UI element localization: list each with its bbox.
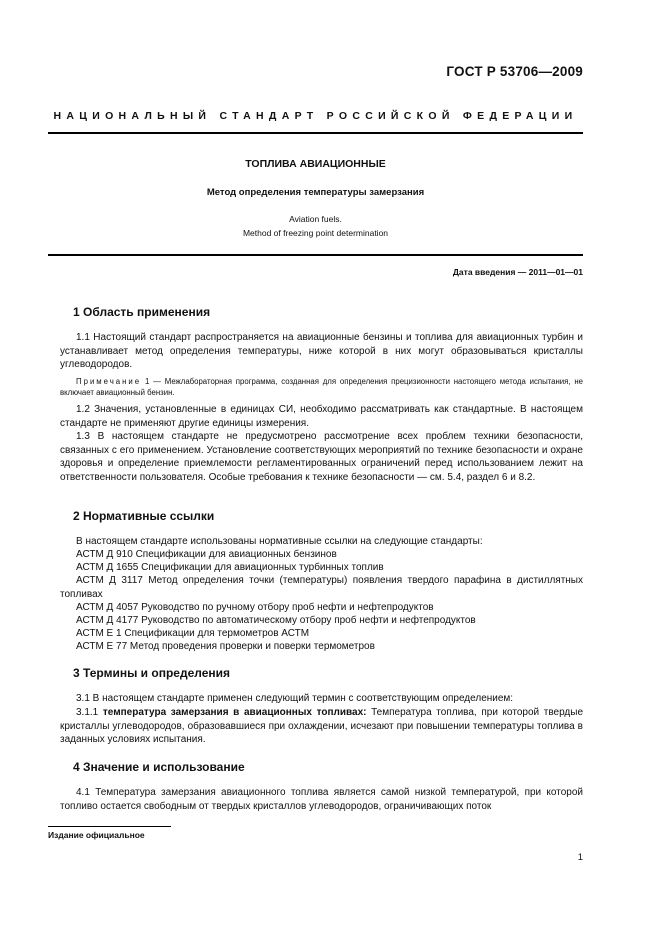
section-2-intro: В настоящем стандарте использованы нормативные ссылки на следующие стандарты:: [76, 536, 483, 547]
document-code: ГОСТ Р 53706—2009: [446, 64, 583, 79]
document-subtitle: Метод определения температуры замерзания: [206, 187, 425, 198]
reference-item: АСТМ Д 4057 Руководство по ручному отбору проб нефти и нефтепродуктов: [76, 602, 434, 613]
national-standard-heading: НАЦИОНАЛЬНЫЙ СТАНДАРТ РОССИЙСКОЙ ФЕДЕРАЦИИ: [53, 110, 578, 122]
section-3-heading: 3 Термины и определения: [73, 666, 231, 680]
section-1-heading: 1 Область применения: [73, 305, 211, 319]
top-rule: [48, 132, 583, 134]
paragraph-1-1: 1.1 Настоящий стандарт распространяется на авиационные бензины и топлива для авиационных турбин и устанавливает метод определения температуры, ниже которой в них могут образовываться кристаллы углеводородов.: [60, 332, 583, 370]
paragraph-4-1: 4.1 Температура замерзания авиационного топлива является самой низкой температурой, при которой топливо остается свободным от твердых кристаллов углеводородов, ограничивающих поток: [60, 787, 583, 812]
note-label: Примечание: [76, 377, 142, 386]
term-name: температура замерзания в авиационных топливах:: [102, 707, 367, 718]
section-2-heading: 2 Нормативные ссылки: [73, 509, 215, 523]
english-title-line1: Aviation fuels.: [289, 214, 342, 224]
reference-item: АСТМ Е 77 Метод проведения проверки и поверки термометров: [76, 641, 375, 652]
footer-rule: [48, 826, 171, 827]
page-number: 1: [577, 852, 583, 863]
reference-item: АСТМ Д 3117 Метод определения точки (температуры) появления твердого парафина в дистиллятных топливах: [60, 575, 583, 600]
paragraph-3-1: 3.1 В настоящем стандарте применен следующий термин с соответствующим определением:: [76, 693, 514, 704]
term-definition-text: Температура топлива, при которой твердые кристаллы углеводородов, образовавшиеся при охлаждении, исчезают при повышении температуры топлива в заданных условиях испытания.: [60, 707, 584, 745]
document-title: ТОПЛИВА АВИАЦИОННЫЕ: [245, 158, 386, 170]
title-rule: [48, 254, 583, 256]
reference-item: АСТМ Е 1 Спецификации для термометров АСТМ: [76, 628, 310, 639]
note-1: [60, 376, 583, 398]
paragraph-1-3: 1.3 В настоящем стандарте не предусмотрено рассмотрение всех проблем техники безопасности, связанных с его применением. Установление соответствующих мероприятий по технике безопасности и охране здоровья и определение приемлемости регламентированных ограничений перед использованием лежит на ответственности пользователя. Особые требования к технике безопасности — см. 5.4, раздел 6 и 8.2.: [60, 431, 583, 483]
reference-item: АСТМ Д 910 Спецификации для авиационных бензинов: [76, 549, 337, 560]
reference-item: АСТМ Д 1655 Спецификации для авиационных турбинных топлив: [76, 562, 384, 573]
term-number: 3.1.1: [76, 707, 99, 718]
term-definition-3-1-1: [60, 706, 583, 747]
paragraph-1-2: 1.2 Значения, установленные в единицах СИ, необходимо рассматривать как стандартные. В настоящем стандарте не применяют другие единицы измерения.: [60, 404, 583, 429]
section-4-heading: 4 Значение и использование: [73, 760, 245, 774]
introduction-date: Дата введения — 2011—01—01: [452, 267, 583, 277]
official-edition-label: Издание официальное: [48, 830, 145, 840]
reference-item: АСТМ Д 4177 Руководство по автоматическому отбору проб нефти и нефтепродуктов: [76, 615, 476, 626]
note-text: 1 — Межлабораторная программа, созданная для определения прецизионности настоящего метода испытания, не включает авиационный бензин.: [60, 377, 583, 397]
english-title-line2: Method of freezing point determination: [242, 228, 389, 238]
